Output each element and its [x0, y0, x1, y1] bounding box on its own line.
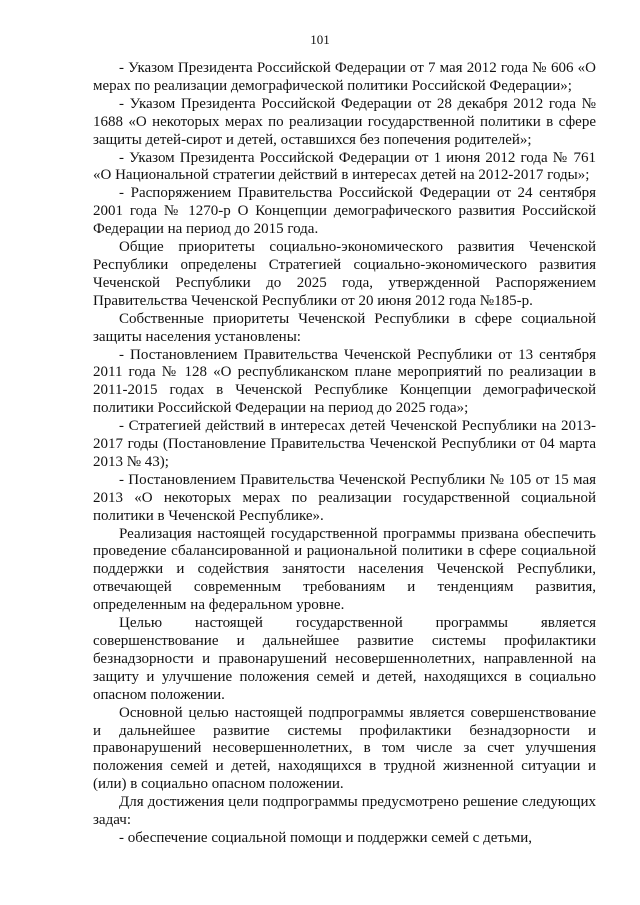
paragraph: Собственные приоритеты Чеченской Республики в сфере социальной защиты населения установлены:: [93, 310, 596, 345]
paragraph: Целью настоящей государственной программы является совершенствование и дальнейшее развитие системы профилактики безнадзорности и правонарушений несовершеннолетних, направленной на защиту и улучшение положения семей и детей, находящихся в социально опасном положении.: [93, 615, 596, 703]
paragraph: - Распоряжением Правительства Российской Федерации от 24 сентября 2001 года № 1270-р О Концепции демографического развития Российской Федерации на период до 2015 года.: [93, 185, 596, 238]
paragraph: Основной целью настоящей подпрограммы является совершенствование и дальнейшее развитие системы профилактики безнадзорности и правонарушений несовершеннолетних, в том числе за счет улучшения положения семей и детей, находящихся в трудной жизненной ситуации и (или) в социально опасном положении.: [93, 704, 596, 793]
paragraph: - обеспечение социальной помощи и поддержки семей с детьми,: [119, 829, 533, 846]
paragraph: - Стратегией действий в интересах детей Чеченской Республики на 2013-2017 годы (Постановление Правительства Чеченской Республики от 04 марта 2013 № 43);: [93, 418, 596, 470]
paragraph: Общие приоритеты социально-экономического развития Чеченской Республики определены Стратегией социально-экономического развития Чеченской Республики до 2025 года, утвержденной Распоряжением Правительства Чеченской Республики от 20 июня 2012 года №185-р.: [93, 239, 596, 309]
paragraph: - Указом Президента Российской Федерации от 7 мая 2012 года № 606 «О мерах по реализации демографической политики Российской Федерации»;: [93, 60, 596, 94]
paragraph: - Постановлением Правительства Чеченской Республики от 13 сентября 2011 года № 128 «О республиканском плане мероприятий по реализации в 2011-2015 годах в Чеченской Республике Концепции демографической политики Российской Федерации на период до 2025 года»;: [93, 346, 596, 417]
paragraph: - Указом Президента Российской Федерации от 28 декабря 2012 года № 1688 «О некоторых мерах по реализации государственной политики в сфере защиты детей-сирот и детей, оставшихся без попечения родителей»;: [93, 95, 596, 148]
paragraph: Реализация настоящей государственной программы призвана обеспечить проведение сбалансированной и рациональной политики в сфере социальной поддержки и содействия занятости населения Чеченской Республики, отвечающей современным требованиям и тенденциям развития, определенным на федеральном уровне.: [93, 525, 596, 614]
page-number: 101: [310, 32, 330, 47]
paragraph: - Указом Президента Российской Федерации от 1 июня 2012 года № 761 «О Национальной стратегии действий в интересах детей на 2012-2017 годы»;: [93, 149, 596, 184]
document-body: [93, 60, 596, 848]
paragraph: Для достижения цели подпрограммы предусмотрено решение следующих задач:: [93, 794, 596, 829]
paragraph: - Постановлением Правительства Чеченской Республики № 105 от 15 мая 2013 «О некоторых мерах по реализации государственной социальной политики в Чеченской Республике».: [93, 471, 596, 524]
